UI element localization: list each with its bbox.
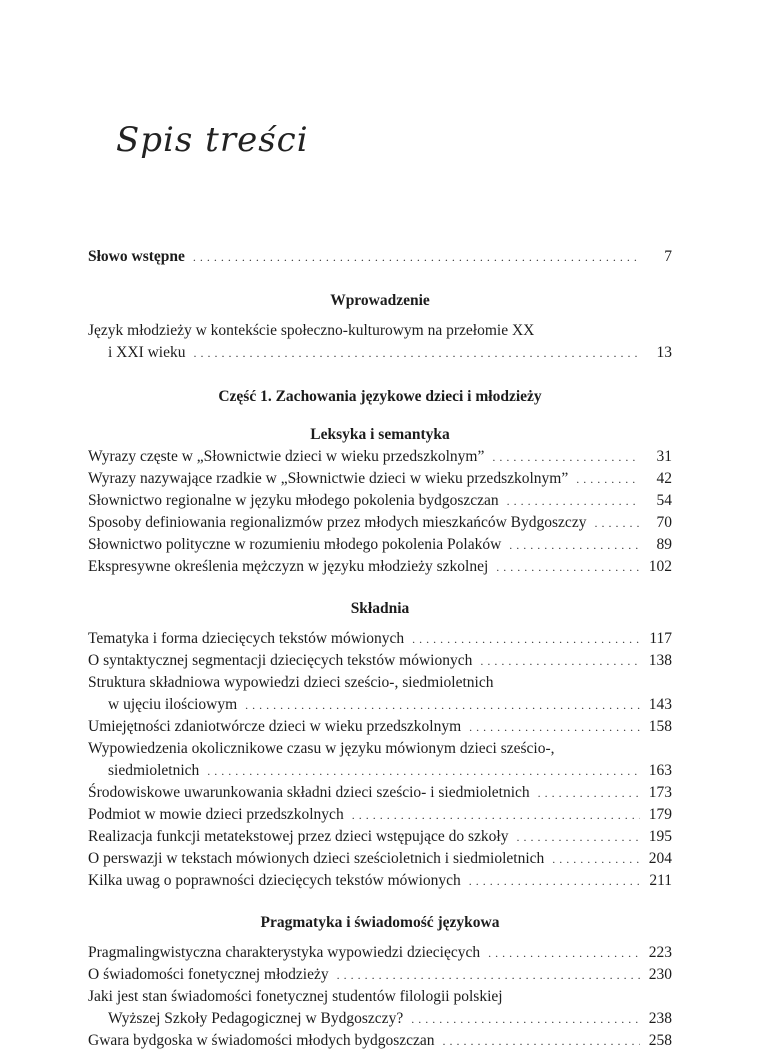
dot-leader: [469, 870, 640, 892]
toc-entry-title-line[interactable]: Wypowiedzenia okolicznikowe czasu w języku mówionym dzieci sześcio-,: [88, 740, 555, 757]
dot-leader: [411, 1008, 640, 1030]
toc-entry-title: Wyrazy nazywające rzadkie w „Słownictwie dzieci w wieku przedszkolnym”: [88, 470, 569, 487]
toc-entry[interactable]: [88, 964, 672, 986]
toc-entry-page: 143: [648, 696, 672, 713]
dot-leader: [538, 782, 640, 804]
toc-entry-page: 158: [648, 718, 672, 735]
toc-entry-page: 195: [648, 828, 672, 845]
dot-leader: [412, 628, 640, 650]
toc-entry-title: Słownictwo regionalne w języku młodego pokolenia bydgoszczan: [88, 492, 499, 509]
toc-entry[interactable]: [88, 1030, 672, 1052]
section-heading-pragmatyka: Pragmatyka i świadomość językowa: [260, 914, 500, 931]
toc-entry-page: 204: [648, 850, 672, 867]
toc-entry[interactable]: [88, 628, 672, 650]
dot-leader: [443, 1030, 640, 1052]
dot-leader: [469, 716, 640, 738]
toc-entry-page: 117: [649, 630, 672, 647]
toc-entry-title-line[interactable]: Język młodzieży w kontekście społeczno-kulturowym na przełomie XX: [88, 322, 535, 339]
toc-entry[interactable]: [88, 1008, 672, 1030]
toc-entry-page: 89: [656, 536, 672, 553]
toc-entry-title: Realizacja funkcji metatekstowej przez dzieci wstępujące do szkoły: [88, 828, 509, 845]
toc-entry-title: Sposoby definiowania regionalizmów przez młodych mieszkańców Bydgoszczy: [88, 514, 587, 531]
dot-leader: [207, 760, 640, 782]
toc-entry-title: Tematyka i forma dziecięcych tekstów mówionych: [88, 630, 405, 647]
dot-leader: [496, 556, 640, 578]
toc-entry[interactable]: [88, 826, 672, 848]
toc-entry-title: Ekspresywne określenia mężczyzn w języku młodzieży szkolnej: [88, 558, 489, 575]
dot-leader: [352, 804, 640, 826]
dot-leader: [576, 468, 640, 490]
dot-leader: [245, 694, 640, 716]
toc-entry[interactable]: [88, 556, 672, 578]
dot-leader: [193, 246, 640, 268]
toc-entry-title: w ujęciu ilościowym: [108, 696, 238, 713]
dot-leader: [492, 446, 640, 468]
dot-leader: [552, 848, 640, 870]
toc-entry-page: 13: [656, 344, 672, 361]
toc-entry[interactable]: [88, 446, 672, 468]
toc-entry-title: i XXI wieku: [108, 344, 186, 361]
toc-entry-title: Pragmalingwistyczna charakterystyka wypowiedzi dziecięcych: [88, 944, 481, 961]
toc-entry-title: O świadomości fonetycznej młodzieży: [88, 966, 329, 983]
toc-entry[interactable]: [88, 694, 672, 716]
toc-entry-page: 163: [648, 762, 672, 779]
section-heading-leksyka: Leksyka i semantyka: [310, 426, 450, 443]
toc-entry-page: 70: [656, 514, 672, 531]
dot-leader: [480, 650, 640, 672]
toc-entry-page: 258: [648, 1032, 672, 1049]
toc-entry-page: 138: [648, 652, 672, 669]
toc-entry[interactable]: [88, 848, 672, 870]
toc-entry-title: Umiejętności zdaniotwórcze dzieci w wieku przedszkolnym: [88, 718, 462, 735]
section-heading-skladnia: Składnia: [350, 600, 410, 617]
toc-entry[interactable]: [88, 870, 672, 892]
toc-entry[interactable]: [88, 650, 672, 672]
toc-entry[interactable]: [88, 468, 672, 490]
toc-entry-title: Słowo wstępne: [88, 248, 185, 265]
part-heading: Część 1. Zachowania językowe dzieci i młodzieży: [218, 388, 542, 405]
toc-entry-title: O perswazji w tekstach mówionych dzieci sześcioletnich i siedmioletnich: [88, 850, 545, 867]
dot-leader: [507, 490, 640, 512]
toc-entry-page: 54: [656, 492, 672, 509]
dot-leader: [594, 512, 640, 534]
toc-entry-title-line[interactable]: Struktura składniowa wypowiedzi dzieci sześcio-, siedmioletnich: [88, 674, 494, 691]
toc-entry[interactable]: [88, 512, 672, 534]
dot-leader: [337, 964, 640, 986]
toc-entry-page: 179: [648, 806, 672, 823]
toc-entry-page: 42: [656, 470, 672, 487]
dot-leader: [516, 826, 640, 848]
toc-entry[interactable]: [88, 942, 672, 964]
toc-entry-page: 7: [664, 248, 672, 265]
toc-entry-title: Wyższej Szkoły Pedagogicznej w Bydgoszczy?: [108, 1010, 404, 1027]
toc-entry-page: 31: [656, 448, 672, 465]
toc-entry-title: Gwara bydgoska w świadomości młodych bydgoszczan: [88, 1032, 435, 1049]
dot-leader: [509, 534, 640, 556]
toc-entry-intro[interactable]: [88, 246, 672, 268]
toc-entry-title-line[interactable]: Jaki jest stan świadomości fonetycznej studentów filologii polskiej: [88, 988, 503, 1005]
toc-entry-title: Środowiskowe uwarunkowania składni dzieci sześcio- i siedmioletnich: [88, 784, 530, 801]
toc-entry-title: siedmioletnich: [108, 762, 200, 779]
toc-entry[interactable]: [88, 490, 672, 512]
toc-entry[interactable]: [88, 804, 672, 826]
table-of-contents: [88, 246, 672, 1052]
toc-entry-title: Wyrazy częste w „Słownictwie dzieci w wieku przedszkolnym”: [88, 448, 485, 465]
toc-entry-page: 173: [648, 784, 672, 801]
toc-entry-page: 211: [649, 872, 672, 889]
toc-entry-wprowadzenie[interactable]: [88, 342, 672, 364]
dot-leader: [194, 342, 641, 364]
toc-entry[interactable]: [88, 760, 672, 782]
section-heading-wprowadzenie: Wprowadzenie: [330, 292, 430, 309]
toc-entry-page: 102: [648, 558, 672, 575]
toc-entry-page: 238: [648, 1010, 672, 1027]
toc-entry[interactable]: [88, 716, 672, 738]
toc-entry-title: O syntaktycznej segmentacji dziecięcych tekstów mówionych: [88, 652, 473, 669]
toc-entry-title: Podmiot w mowie dzieci przedszkolnych: [88, 806, 344, 823]
toc-entry-page: 223: [648, 944, 672, 961]
dot-leader: [488, 942, 640, 964]
toc-entry-title: Słownictwo polityczne w rozumieniu młodego pokolenia Polaków: [88, 536, 502, 553]
toc-entry[interactable]: [88, 782, 672, 804]
page-title: Spis treści: [116, 120, 309, 160]
toc-entry[interactable]: [88, 534, 672, 556]
toc-entry-page: 230: [648, 966, 672, 983]
toc-entry-title: Kilka uwag o poprawności dziecięcych tekstów mówionych: [88, 872, 461, 889]
